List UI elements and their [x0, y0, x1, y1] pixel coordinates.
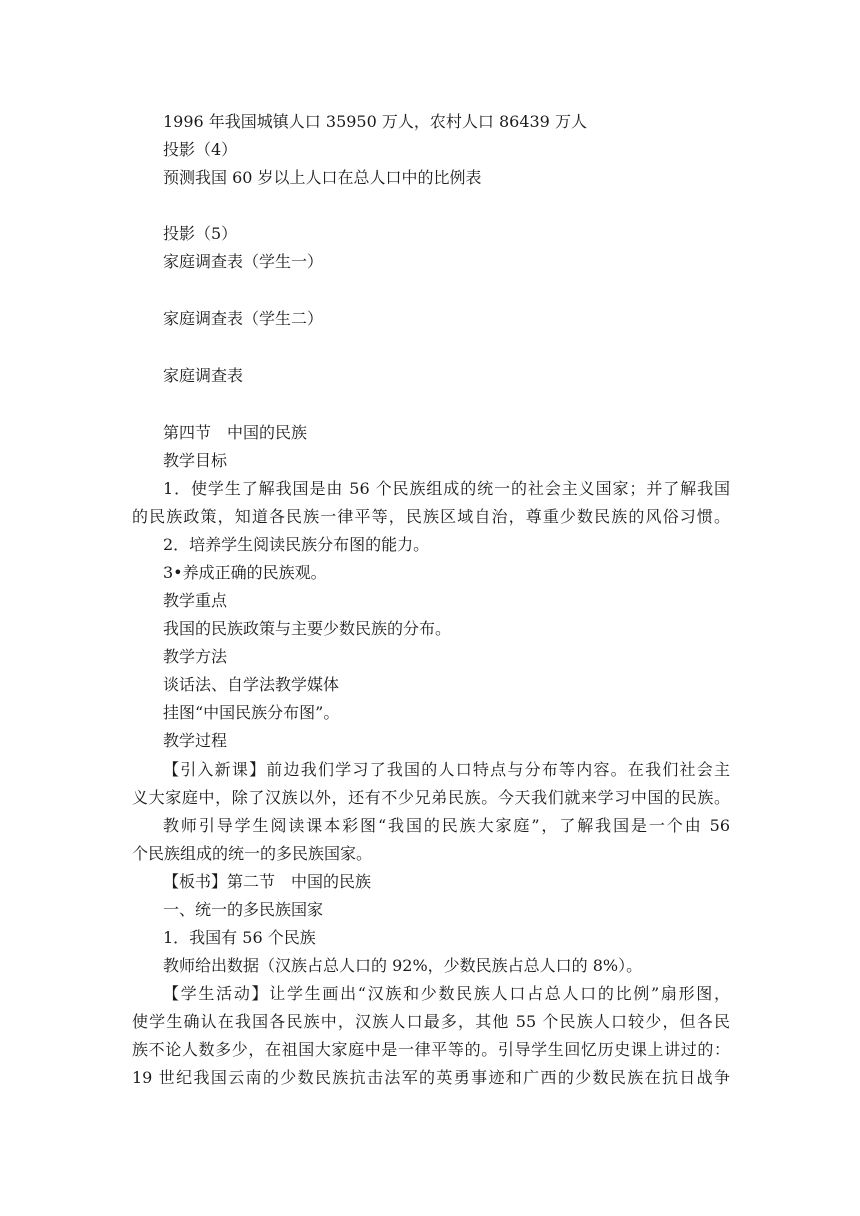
family-survey-student2: 家庭调查表（学生二）	[163, 309, 324, 328]
family-survey: 家庭调查表	[163, 366, 244, 385]
activity-line-a: 【学生活动】让学生画出“汉族和少数民族人口占总人口的比例”扇形图，	[163, 984, 730, 1003]
projection-4-label: 投影（4）	[163, 140, 238, 159]
section-title: 第四节 中国的民族	[163, 423, 308, 442]
activity-line-d: 19 世纪我国云南的少数民族抗击法军的英勇事迹和广西的少数民族在抗日战争	[132, 1068, 730, 1087]
activity-line-b: 使学生确认在我国各民族中，汉族人口最多，其他 55 个民族人口较少，但各民	[132, 1012, 730, 1031]
teacher-guide-line-a: 教师引导学生阅读课本彩图“我国的民族大家庭”，了解我国是一个由 56	[163, 816, 730, 835]
teacher-guide-line-b: 个民族组成的统一的多民族国家。	[132, 844, 373, 863]
family-survey-student1: 家庭调查表（学生一）	[163, 252, 324, 271]
intro-paragraph-line-a: 【引入新课】前边我们学习了我国的人口特点与分布等内容。在我们社会主	[163, 760, 730, 779]
key-heading: 教学重点	[163, 591, 228, 610]
subheading-1: 一、统一的多民族国家	[163, 900, 324, 919]
process-heading: 教学过程	[163, 731, 228, 750]
elderly-ratio-table-caption: 预测我国 60 岁以上人口在总人口中的比例表	[163, 168, 482, 187]
key-text: 我国的民族政策与主要少数民族的分布。	[163, 619, 452, 638]
activity-line-c: 族不论人数多少，在祖国大家庭中是一律平等的。引导学生回忆历史课上讲过的：	[132, 1040, 730, 1059]
data-line: 教师给出数据（汉族占总人口的 92%，少数民族占总人口的 8%）。	[163, 956, 643, 975]
projection-5-label: 投影（5）	[163, 224, 238, 243]
goal-heading: 教学目标	[163, 451, 228, 470]
goal-3: 3•养成正确的民族观。	[163, 563, 327, 582]
subheading-1-1: 1．我国有 56 个民族	[163, 928, 316, 947]
goal-1-line-b: 的民族政策，知道各民族一律平等，民族区域自治，尊重少数民族的风俗习惯。	[132, 507, 730, 526]
method-text: 谈话法、自学法教学媒体	[163, 675, 340, 694]
board-heading: 【板书】第二节 中国的民族	[163, 872, 372, 891]
media-text: 挂图“中国民族分布图”。	[163, 703, 340, 722]
population-line: 1996 年我国城镇人口 35950 万人，农村人口 86439 万人	[163, 112, 587, 131]
goal-1-line-a: 1．使学生了解我国是由 56 个民族组成的统一的社会主义国家；并了解我国	[163, 479, 730, 498]
method-heading: 教学方法	[163, 647, 228, 666]
intro-paragraph-line-b: 义大家庭中，除了汉族以外，还有不少兄弟民族。今天我们就来学习中国的民族。	[132, 788, 730, 807]
goal-2: 2．培养学生阅读民族分布图的能力。	[163, 535, 430, 554]
